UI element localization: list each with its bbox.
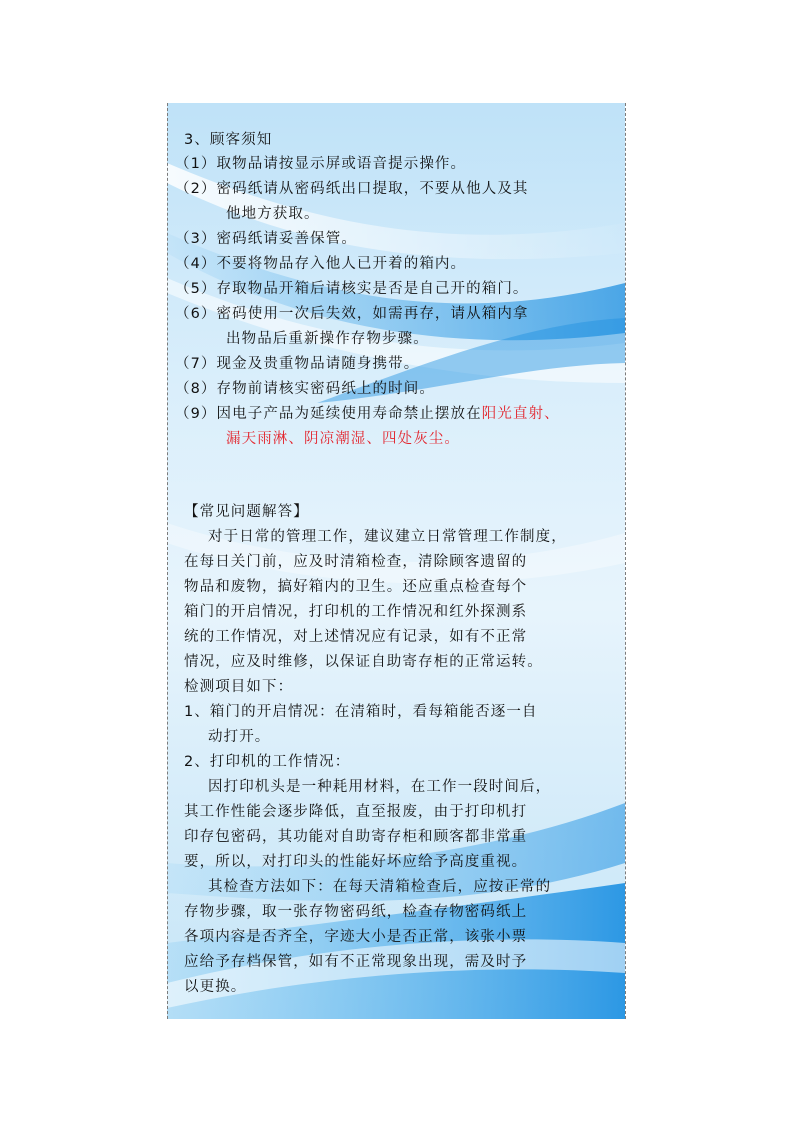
notice-item: （3）密码纸请妥善保管。 [175,231,357,247]
faq-line: 动打开。 [208,729,271,745]
faq-line: 各项内容是否齐全，字迹大小是否正常，该张小票 [184,929,528,945]
notice-item: （1）取物品请按显示屏或语音提示操作。 [175,156,467,172]
notice-heading: 3、顾客须知 [184,132,273,148]
faq-line: 因打印机头是一种耗用材料，在工作一段时间后， [208,779,552,795]
notice-item: （5）存取物品开箱后请核实是否是自己开的箱门。 [175,281,529,297]
right-cut-line [625,103,626,1019]
faq-line: 应给予存档保管，如有不正常现象出现，需及时予 [184,954,528,970]
faq-line: 检测项目如下： [184,679,294,695]
faq-line: 印存包密码，其功能对自助寄存柜和顾客都非常重 [184,829,528,845]
notice-item: （7）现金及贵重物品请随身携带。 [175,356,420,372]
notice-item: （6）密码使用一次后失效，如需再存，请从箱内拿 [175,306,529,322]
faq-line: 对于日常的管理工作，建议建立日常管理工作制度， [208,529,567,545]
notice-item [175,402,560,426]
left-cut-line [167,103,168,1019]
faq-line: 其检查方法如下：在每天清箱检查后，应按正常的 [208,879,552,895]
notice-item-9-highlight-cont: 漏天雨淋、阴凉潮湿、四处灰尘。 [226,431,460,447]
faq-line: 其工作性能会逐步降低，直至报废，由于打印机打 [184,804,528,820]
notice-item-9-highlight: 阳光直射、 [481,406,560,422]
faq-line: 物品和废物，搞好箱内的卫生。还应重点检查每个 [184,579,528,595]
notice-item: （4）不要将物品存入他人已开着的箱内。 [175,256,467,272]
notice-item: （8）存物前请核实密码纸上的时间。 [175,381,435,397]
notice-item-9-text: （9）因电子产品为延续使用寿命禁止摆放在 [175,406,482,422]
faq-line: 1、箱门的开启情况：在清箱时，看每箱能否逐一自 [184,704,538,720]
faq-heading: 【常见问题解答】 [184,504,309,520]
notice-item: 出物品后重新操作存物步骤。 [226,331,429,347]
faq-line: 箱门的开启情况，打印机的工作情况和红外探测系 [184,604,528,620]
faq-line: 存物步骤，取一张存物密码纸，检查存物密码纸上 [184,904,528,920]
faq-line: 要，所以，对打印头的性能好坏应给予高度重视。 [184,854,528,870]
notice-item: （2）密码纸请从密码纸出口提取，不要从他人及其 [175,181,529,197]
faq-line: 2、打印机的工作情况： [184,754,351,770]
faq-line: 以更换。 [184,979,247,995]
notice-item: 他地方获取。 [226,206,320,222]
faq-line: 在每日关门前，应及时清箱检查，清除顾客遗留的 [184,554,528,570]
faq-line: 情况，应及时维修，以保证自助寄存柜的正常运转。 [184,654,543,670]
faq-line: 统的工作情况，对上述情况应有记录，如有不正常 [184,629,528,645]
